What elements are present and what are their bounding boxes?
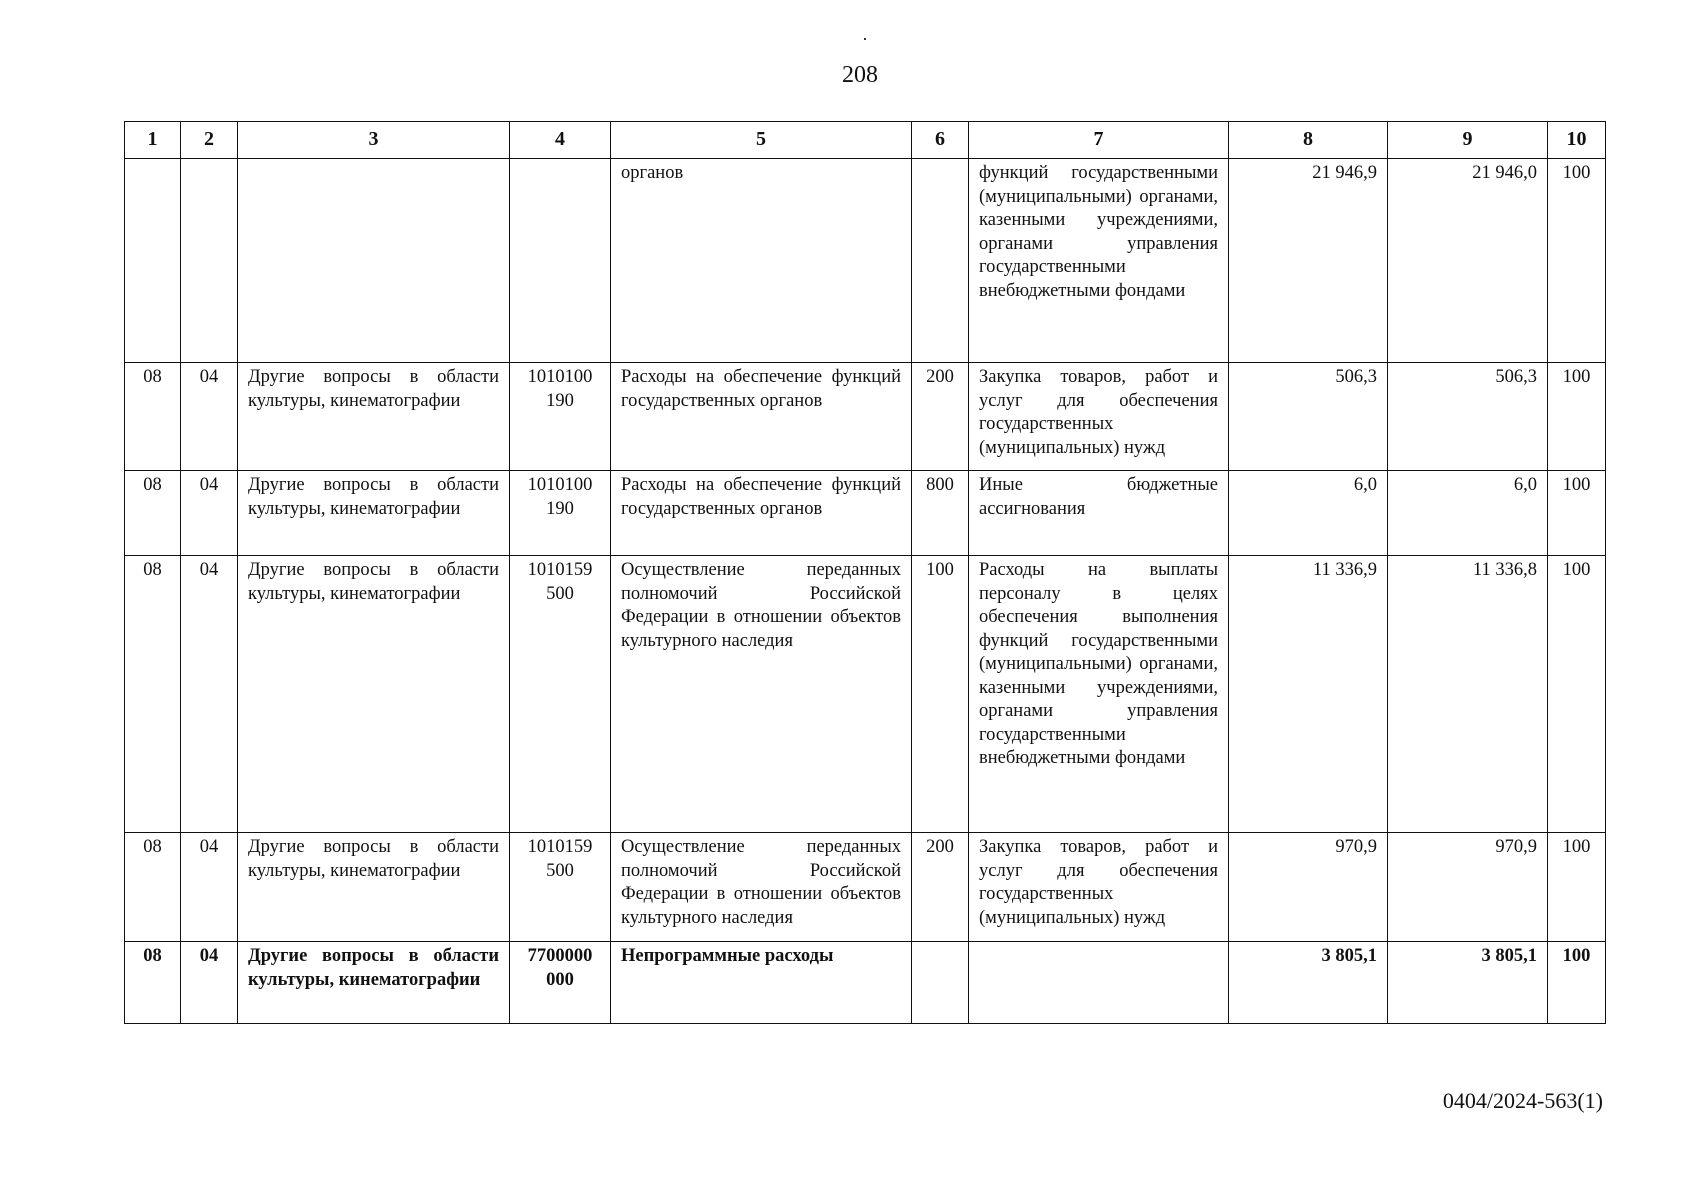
execution-percent: 100 — [1548, 833, 1606, 942]
table-row — [125, 556, 1606, 833]
expense-type-name — [969, 942, 1229, 1024]
target-article-name: Непрограммные расходы — [611, 942, 912, 1024]
planned-amount: 11 336,9 — [1229, 556, 1388, 833]
execution-percent: 100 — [1548, 556, 1606, 833]
target-article-code: 1010159 500 — [510, 556, 611, 833]
section-name: Другие вопросы в области культуры, кинематографии — [238, 942, 510, 1024]
target-article-name: Осуществление переданных полномочий Российской Федерации в отношении объектов культурного наследия — [611, 556, 912, 833]
section-code: 08 — [125, 833, 181, 942]
target-article-name: Расходы на обеспечение функций государственных органов — [611, 471, 912, 556]
header-col-7: 7 — [969, 122, 1229, 159]
expense-type-name: Закупка товаров, работ и услуг для обеспечения государственных (муниципальных) нужд — [969, 833, 1229, 942]
subsection-code: 04 — [181, 833, 238, 942]
header-col-10: 10 — [1548, 122, 1606, 159]
target-article-name: Осуществление переданных полномочий Российской Федерации в отношении объектов культурного наследия — [611, 833, 912, 942]
subsection-code: 04 — [181, 942, 238, 1024]
executed-amount: 3 805,1 — [1388, 942, 1548, 1024]
planned-amount: 21 946,9 — [1229, 159, 1388, 363]
planned-amount: 506,3 — [1229, 363, 1388, 471]
document-code: 0404/2024-563(1) — [1442, 1088, 1603, 1113]
section-code: 08 — [125, 363, 181, 471]
executed-amount: 506,3 — [1388, 363, 1548, 471]
target-article-code: 1010100 190 — [510, 363, 611, 471]
execution-percent: 100 — [1548, 159, 1606, 363]
section-name: Другие вопросы в области культуры, кинематографии — [238, 833, 510, 942]
budget-table — [124, 121, 1606, 1024]
subsection-code: 04 — [181, 556, 238, 833]
target-article-code — [510, 159, 611, 363]
table-row — [125, 159, 1606, 363]
section-code — [125, 159, 181, 363]
execution-percent: 100 — [1548, 363, 1606, 471]
expense-type-code: 200 — [912, 363, 969, 471]
expense-type-code: 100 — [912, 556, 969, 833]
subsection-code — [181, 159, 238, 363]
section-code: 08 — [125, 942, 181, 1024]
executed-amount: 21 946,0 — [1388, 159, 1548, 363]
header-col-4: 4 — [510, 122, 611, 159]
scan-speck — [864, 38, 866, 40]
expense-type-code — [912, 159, 969, 363]
executed-amount: 11 336,8 — [1388, 556, 1548, 833]
header-col-3: 3 — [238, 122, 510, 159]
header-col-9: 9 — [1388, 122, 1548, 159]
expense-type-code: 200 — [912, 833, 969, 942]
expense-type-code — [912, 942, 969, 1024]
page-number: 208 — [842, 62, 878, 88]
expense-type-code: 800 — [912, 471, 969, 556]
target-article-code: 1010100 190 — [510, 471, 611, 556]
table-row — [125, 942, 1606, 1024]
expense-type-name: Иные бюджетные ассигнования — [969, 471, 1229, 556]
executed-amount: 6,0 — [1388, 471, 1548, 556]
section-name — [238, 159, 510, 363]
execution-percent: 100 — [1548, 471, 1606, 556]
expense-type-name: функций государственными (муниципальными) органами, казенными учреждениями, органами управления государственными внебюджетными фондами — [969, 159, 1229, 363]
planned-amount: 6,0 — [1229, 471, 1388, 556]
header-col-1: 1 — [125, 122, 181, 159]
execution-percent: 100 — [1548, 942, 1606, 1024]
planned-amount: 970,9 — [1229, 833, 1388, 942]
target-article-name: Расходы на обеспечение функций государственных органов — [611, 363, 912, 471]
section-name: Другие вопросы в области культуры, кинематографии — [238, 471, 510, 556]
section-code: 08 — [125, 471, 181, 556]
header-row — [125, 122, 1606, 159]
header-col-8: 8 — [1229, 122, 1388, 159]
header-col-2: 2 — [181, 122, 238, 159]
target-article-code: 1010159 500 — [510, 833, 611, 942]
target-article-code: 7700000 000 — [510, 942, 611, 1024]
table-row — [125, 471, 1606, 556]
expense-type-name: Закупка товаров, работ и услуг для обеспечения государственных (муниципальных) нужд — [969, 363, 1229, 471]
section-name: Другие вопросы в области культуры, кинематографии — [238, 363, 510, 471]
table-row — [125, 833, 1606, 942]
subsection-code: 04 — [181, 363, 238, 471]
header-col-6: 6 — [912, 122, 969, 159]
table-row — [125, 363, 1606, 471]
section-name: Другие вопросы в области культуры, кинематографии — [238, 556, 510, 833]
section-code: 08 — [125, 556, 181, 833]
planned-amount: 3 805,1 — [1229, 942, 1388, 1024]
target-article-name: органов — [611, 159, 912, 363]
executed-amount: 970,9 — [1388, 833, 1548, 942]
subsection-code: 04 — [181, 471, 238, 556]
header-col-5: 5 — [611, 122, 912, 159]
expense-type-name: Расходы на выплаты персоналу в целях обеспечения выполнения функций государственными (муниципальными) органами, казенными учреждениями, органами управления государственными внебюджетными фондами — [969, 556, 1229, 833]
